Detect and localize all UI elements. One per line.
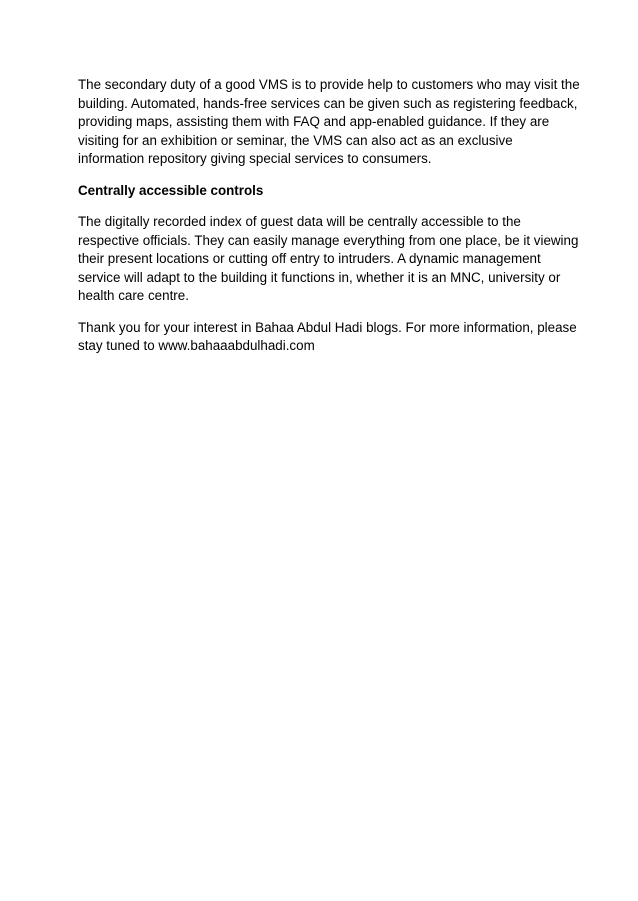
text-line: providing maps, assisting them with FAQ and app-enabled guidance. If they are: [78, 114, 550, 129]
text-line: The digitally recorded index of guest data will be centrally accessible to the: [78, 214, 521, 229]
intro-paragraph: [78, 76, 580, 169]
closing-paragraph: [78, 319, 577, 356]
document-page: [78, 76, 580, 369]
text-line: stay tuned to www.bahaaabdulhadi.com: [78, 338, 315, 353]
text-line: visiting for an exhibition or seminar, the VMS can also act as an exclusive: [78, 132, 513, 148]
text-line: The secondary duty of a good VMS is to provide help to customers who may visit the: [78, 77, 580, 92]
text-line: service will adapt to the building it functions in, whether it is an MNC, university or: [78, 269, 561, 285]
section-paragraph: [78, 213, 579, 306]
section-heading: Centrally accessible controls: [78, 182, 264, 198]
text-line: information repository giving special services to consumers.: [78, 151, 432, 166]
text-line: building. Automated, hands-free services can be given such as registering feedback,: [78, 95, 578, 111]
text-line: Thank you for your interest in Bahaa Abdul Hadi blogs. For more information, please: [78, 319, 577, 335]
text-line: health care centre.: [78, 288, 189, 303]
text-line: respective officials. They can easily manage everything from one place, be it viewing: [78, 232, 579, 248]
text-line: their present locations or cutting off entry to intruders. A dynamic management: [78, 251, 541, 266]
